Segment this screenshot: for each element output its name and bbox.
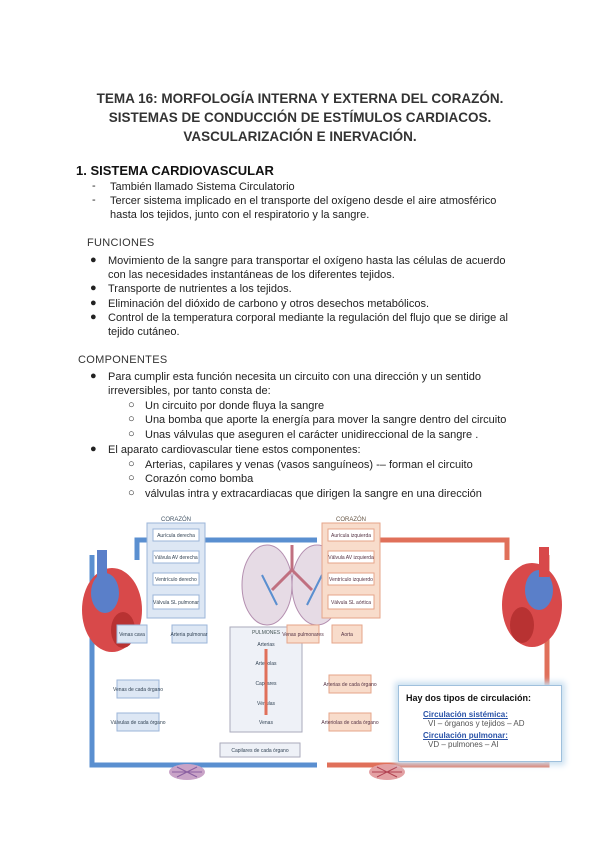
infobox-pulmonar: Circulación pulmonar: <box>423 731 508 740</box>
capillary-bed-right <box>369 764 405 780</box>
bullet-dot: ● <box>90 443 97 455</box>
label-valvulas-organo: Válvulas de cada órgano <box>110 720 166 726</box>
dash-marker: - <box>92 180 96 192</box>
label-ventriculo-derecho: Ventrículo derecho <box>155 577 197 583</box>
funcion-item-1: Movimiento de la sangre para transportar el oxígeno hasta las células de acuerdo <box>108 255 506 267</box>
circle-marker: ○ <box>128 413 135 425</box>
circulation-info-box <box>398 685 562 762</box>
componente-item-1-cont: irreversibles, por tanto consta de: <box>108 385 271 397</box>
label-valvula-av-derecha: Válvula AV derecha <box>154 555 198 561</box>
infobox-sistemica-desc: VI – órganos y tejidos – AD <box>428 719 525 728</box>
circle-marker: ○ <box>128 487 135 499</box>
dash-item-1: También llamado Sistema Circulatorio <box>110 181 295 193</box>
document-title <box>40 89 560 146</box>
title-line-1: TEMA 16: MORFOLOGÍA INTERNA Y EXTERNA DEL CORAZÓN. <box>96 91 504 106</box>
bullet-dot: ● <box>90 297 97 309</box>
label-venas-cava: Venas cava <box>119 632 145 638</box>
bullet-dot: ● <box>90 370 97 382</box>
funcion-item-3: Eliminación del dióxido de carbono y otros desechos metabólicos. <box>108 298 430 310</box>
label-auricula-izquierda: Aurícula izquierda <box>330 533 372 539</box>
funcion-item-4: Control de la temperatura corporal mediante la regulación del flujo que se dirige al <box>108 312 508 324</box>
label-venas-organo: Venas de cada órgano <box>112 687 164 693</box>
dash-marker: - <box>92 194 96 206</box>
bullet-dot: ● <box>90 282 97 294</box>
pulm-arterias: Arterias <box>257 642 275 648</box>
title-line-3: VASCULARIZACIÓN E INERVACIÓN. <box>183 129 417 144</box>
componente-sub-4: Arterias, capilares y venas (vasos sanguíneos) -– forman el circuito <box>145 459 473 471</box>
pulm-capilares: Capilares <box>255 681 277 687</box>
corazon-left-label: CORAZÓN <box>161 517 191 523</box>
circle-marker: ○ <box>128 458 135 470</box>
label-arteria-pulmonar: Arteria pulmonar <box>170 632 208 638</box>
funcion-item-1-cont: con las necesidades instantáneas de los diferentes tejidos. <box>108 269 395 281</box>
circle-marker: ○ <box>128 428 135 440</box>
componentes-heading: COMPONENTES <box>78 354 168 366</box>
componente-sub-5: Corazón como bomba <box>145 473 254 485</box>
label-arterias-organo: Arterias de cada órgano <box>323 682 377 688</box>
label-auricula-derecha: Aurícula derecha <box>157 533 195 539</box>
funciones-heading: FUNCIONES <box>87 237 155 249</box>
circle-marker: ○ <box>128 399 135 411</box>
bullet-dot: ● <box>90 254 97 266</box>
infobox-pulmonar-desc: VD – pulmones – AI <box>428 740 499 749</box>
capillary-bed-left <box>169 764 205 780</box>
pulmones-label: PULMONES <box>251 630 281 636</box>
pulm-arteriolas: Arteriolas <box>255 661 277 667</box>
label-capilares-organo: Capilares de cada órgano <box>231 748 289 754</box>
funcion-item-2: Transporte de nutrientes a los tejidos. <box>108 283 292 295</box>
pulm-venas: Venas <box>259 720 273 726</box>
funcion-item-4-cont: tejido cutáneo. <box>108 326 180 338</box>
dash-item-2: Tercer sistema implicado en el transporte del oxígeno desde el aire atmosférico <box>110 195 497 207</box>
label-aorta: Aorta <box>341 632 353 638</box>
label-valvula-sl-aortica: Válvula SL aórtica <box>330 600 372 606</box>
title-line-2: SISTEMAS DE CONDUCCIÓN DE ESTÍMULOS CARDIACOS. <box>108 110 492 125</box>
pulm-venulas: Vénulas <box>256 701 276 707</box>
circle-marker: ○ <box>128 472 135 484</box>
label-venas-pulmonares: Venas pulmonares <box>282 632 324 638</box>
label-ventriculo-izquierdo: Ventrículo izquierdo <box>329 577 373 583</box>
heart-illustration-right <box>502 547 562 647</box>
infobox-sistemica: Circulación sistémica: <box>423 710 508 719</box>
componente-sub-1: Un circuito por donde fluya la sangre <box>145 400 325 412</box>
componente-sub-3: Unas válvulas que aseguren el carácter unidireccional de la sangre . <box>145 429 479 441</box>
label-valvula-av-izquierda: Válvula AV izquierda <box>328 555 374 561</box>
label-arteriolas-organo: Arteriolas de cada órgano <box>321 720 379 726</box>
componente-sub-6: válvulas intra y extracardiacas que dirigen la sangre en una dirección <box>145 488 482 500</box>
componente-item-1: Para cumplir esta función necesita un circuito con una dirección y un sentido <box>108 371 481 383</box>
componente-sub-2: Una bomba que aporte la energía para mover la sangre dentro del circuito <box>145 414 507 426</box>
section-heading: 1. SISTEMA CARDIOVASCULAR <box>76 163 274 178</box>
bullet-dot: ● <box>90 311 97 323</box>
corazon-right-label: CORAZÓN <box>336 517 366 523</box>
dash-item-2-cont: hasta los tejidos, junto con el respiratorio y la sangre. <box>110 209 370 221</box>
infobox-title: Hay dos tipos de circulación: <box>406 693 532 703</box>
label-valvula-sl-pulmonar: Válvula SL pulmonar <box>153 600 199 606</box>
componente-item-2: El aparato cardiovascular tiene estos componentes: <box>108 444 361 456</box>
